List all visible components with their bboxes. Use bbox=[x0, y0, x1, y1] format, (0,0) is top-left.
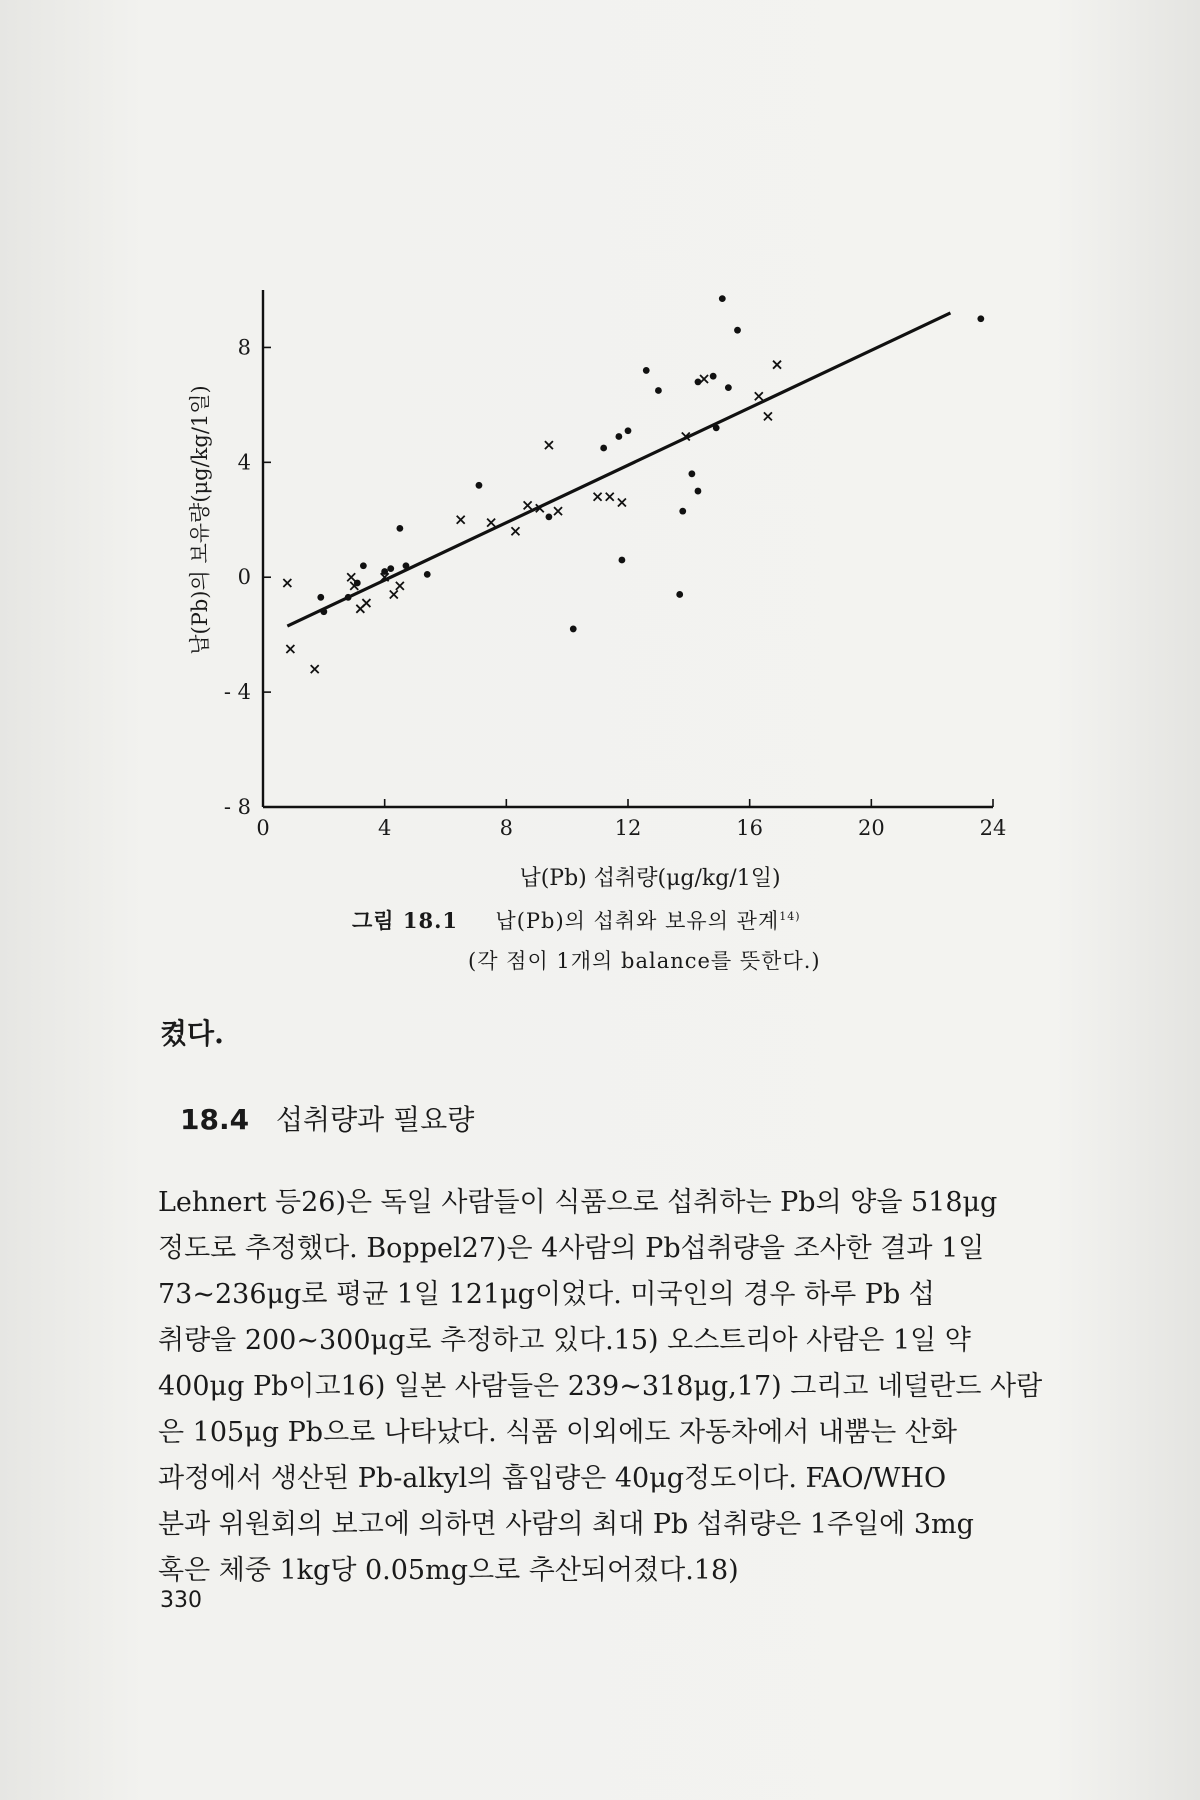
section-title: 섭취량과 필요량 bbox=[276, 1103, 475, 1136]
y-tick-label: 8 bbox=[237, 335, 251, 360]
x-axis-label: 납(Pb) 섭취량(μg/kg/1일) bbox=[519, 866, 781, 891]
figure-title-ref: 14) bbox=[779, 910, 801, 923]
section-heading bbox=[180, 1098, 474, 1138]
data-point-cross bbox=[755, 392, 763, 400]
body-line: 취량을 200~300μg로 추정하고 있다.15) 오스트리아 사람은 1일 약 bbox=[158, 1325, 971, 1356]
body-line: 과정에서 생산된 Pb-alkyl의 흡입량은 40μg정도이다. FAO/WHO bbox=[158, 1463, 947, 1494]
data-point-dot bbox=[317, 594, 324, 601]
data-point-cross bbox=[618, 499, 626, 507]
data-point-cross bbox=[390, 590, 398, 598]
body-paragraph bbox=[158, 1180, 1058, 1594]
y-tick-label: - 8 bbox=[223, 795, 251, 819]
data-marks bbox=[283, 295, 984, 673]
data-point-dot bbox=[546, 514, 553, 521]
body-line: 73~236μg로 평균 1일 121μg이었다. 미국인의 경우 하루 Pb 섭 bbox=[158, 1279, 935, 1310]
section-number: 18.4 bbox=[180, 1103, 250, 1136]
data-point-cross bbox=[594, 493, 602, 501]
data-point-cross bbox=[554, 507, 562, 515]
body-line: Lehnert 등26)은 독일 사람들이 식품으로 섭취하는 Pb의 양을 518μg bbox=[158, 1187, 998, 1218]
x-tick-label: 16 bbox=[736, 816, 764, 840]
data-point-cross bbox=[511, 527, 519, 535]
figure-note: (각 점이 1개의 balance를 뜻한다.) bbox=[468, 949, 821, 973]
data-point-dot bbox=[725, 384, 732, 391]
data-point-cross bbox=[606, 493, 614, 501]
y-tick-label: 4 bbox=[237, 450, 251, 475]
data-point-cross bbox=[311, 665, 319, 673]
page-number: 330 bbox=[160, 1588, 202, 1613]
x-tick-label: 20 bbox=[857, 816, 885, 840]
x-tick-label: 8 bbox=[499, 816, 514, 840]
data-point-cross bbox=[347, 573, 355, 581]
data-point-dot bbox=[476, 482, 483, 489]
data-point-cross bbox=[457, 516, 465, 524]
data-point-dot bbox=[625, 427, 632, 434]
data-point-cross bbox=[362, 599, 370, 607]
data-point-dot bbox=[713, 424, 720, 431]
data-point-dot bbox=[734, 327, 741, 334]
data-point-cross bbox=[700, 375, 708, 383]
body-line: 정도로 추정했다. Boppel27)은 4사람의 Pb섭취량을 조사한 결과 1일 bbox=[158, 1233, 985, 1264]
data-point-dot bbox=[710, 373, 717, 380]
data-point-dot bbox=[977, 315, 984, 322]
y-tick-label: 0 bbox=[237, 565, 251, 590]
data-point-dot bbox=[320, 608, 327, 615]
axes bbox=[224, 290, 1007, 840]
data-point-dot bbox=[570, 626, 577, 633]
data-point-dot bbox=[403, 562, 410, 569]
data-point-dot bbox=[396, 525, 403, 532]
data-point-dot bbox=[615, 433, 622, 440]
continuation-fragment: 켰다. bbox=[160, 1017, 224, 1050]
x-tick-label: 0 bbox=[256, 816, 270, 840]
y-axis-label: 납(Pb)의 보유량(μg/kg/1일) bbox=[188, 385, 212, 655]
x-tick-label: 4 bbox=[377, 816, 392, 840]
data-point-cross bbox=[396, 582, 404, 590]
body-line: 분과 위원회의 보고에 의하면 사람의 최대 Pb 섭취량은 1주일에 3mg bbox=[158, 1509, 974, 1540]
data-point-dot bbox=[695, 488, 702, 495]
data-point-cross bbox=[283, 579, 291, 587]
data-point-cross bbox=[545, 441, 553, 449]
x-tick-label: 12 bbox=[614, 816, 642, 840]
data-point-cross bbox=[524, 501, 532, 509]
body-line: 400μg Pb이고16) 일본 사람들은 239~318μg,17) 그리고 네덜란드 사람 bbox=[158, 1371, 1043, 1402]
figure-title: 납(Pb)의 섭취와 보유의 관계 bbox=[495, 909, 780, 933]
data-point-dot bbox=[360, 562, 367, 569]
data-point-cross bbox=[487, 519, 495, 527]
data-point-dot bbox=[719, 295, 726, 302]
body-line: 은 105μg Pb으로 나타났다. 식품 이외에도 자동차에서 내뿜는 산화 bbox=[158, 1417, 957, 1448]
data-point-dot bbox=[600, 445, 607, 452]
figure-number: 그림 18.1 bbox=[352, 908, 459, 933]
data-point-dot bbox=[655, 387, 662, 394]
data-point-dot bbox=[424, 571, 431, 578]
data-point-cross bbox=[764, 412, 772, 420]
figure-caption bbox=[352, 905, 801, 935]
x-tick-label: 24 bbox=[979, 816, 1007, 840]
data-point-dot bbox=[676, 591, 683, 598]
body-line: 혹은 체중 1kg당 0.05mg으로 추산되어졌다.18) bbox=[158, 1555, 739, 1586]
data-point-dot bbox=[387, 565, 394, 572]
data-point-dot bbox=[643, 367, 650, 374]
data-point-dot bbox=[679, 508, 686, 515]
data-point-cross bbox=[286, 645, 294, 653]
y-tick-label: - 4 bbox=[223, 680, 251, 705]
data-point-dot bbox=[688, 470, 695, 477]
data-point-dot bbox=[345, 594, 352, 601]
data-point-cross bbox=[773, 361, 781, 369]
data-point-dot bbox=[619, 557, 626, 564]
